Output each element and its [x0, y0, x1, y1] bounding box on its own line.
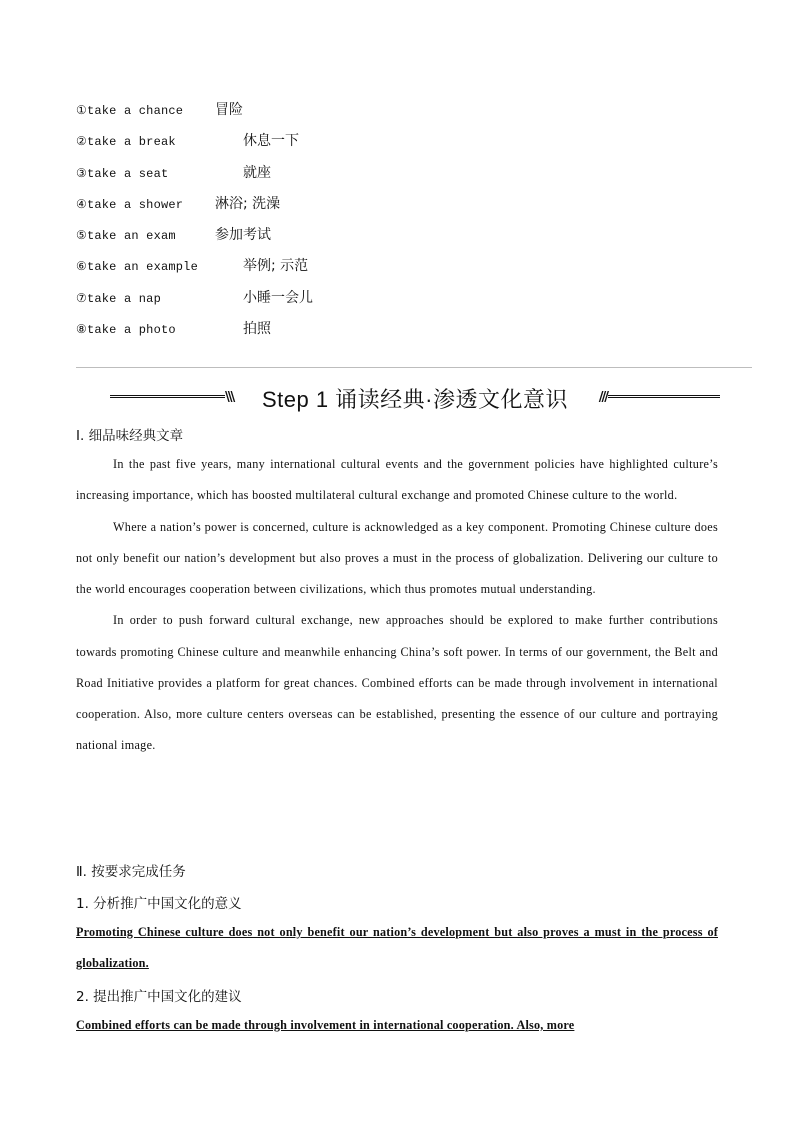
phrase-item [76, 287, 313, 318]
phrase-item [76, 318, 271, 349]
phrase-item [76, 162, 271, 193]
phrase-item [76, 99, 243, 130]
article-paragraph: In the past five years, many international cultural events and the government policies have highlighted culture’s increasing importance, which has boosted multilateral cultural exchange and promoted Chinese culture to the world. [76, 457, 718, 503]
step-banner [110, 382, 720, 416]
banner-title: Step 1 诵读经典·渗透文化意识 [261, 387, 569, 412]
phrase-chinese: 淋浴; 洗澡 [215, 195, 281, 212]
phrase-english: ⑧take a photo [76, 323, 176, 338]
task-2-label: 2. 提出推广中国文化的建议 [76, 989, 242, 1005]
phrase-english: ④take a shower [76, 197, 184, 212]
phrase-item [76, 224, 271, 255]
phrase-item [76, 130, 299, 161]
phrase-item [76, 255, 309, 286]
article-paragraph: Where a nation’s power is concerned, culture is acknowledged as a key component. Promoting Chinese culture does not only benefit our nation’s development but also proves a must in the process of globalization. Delivering our culture to the world encourages cooperation between civilizations, which thus promotes mutual understanding. [76, 519, 718, 596]
task-1-label: 1. 分析推广中国文化的意义 [76, 896, 242, 912]
phrase-list [76, 99, 313, 349]
article-paragraph: In order to push forward cultural exchange, new approaches should be explored to make further contributions towards promoting Chinese culture and meanwhile enhancing China’s soft power. In terms of our government, the Belt and Road Initiative provides a platform for great chances. Combined efforts can be made through involvement in international cooperation. Also, more culture centers overseas can be established, presenting the essence of our culture and portraying national image. [76, 613, 718, 753]
phrase-chinese: 拍照 [243, 321, 271, 338]
section-heading-tasks: Ⅱ. 按要求完成任务 [76, 864, 186, 880]
phrase-english: ②take a break [76, 135, 176, 150]
phrase-english: ①take a chance [76, 104, 184, 118]
phrase-item [76, 193, 281, 224]
section-divider [76, 367, 752, 368]
phrase-english: ⑤take an exam [76, 229, 176, 244]
banner-double-line-left [110, 395, 225, 398]
section-heading-reading: Ⅰ. 细品味经典文章 [76, 428, 184, 444]
task-1-answer: Promoting Chinese culture does not only benefit our nation’s development but also proves a must in the process of globalization. [76, 925, 718, 971]
banner-slashes-right: /// [598, 390, 607, 405]
banner-slashes-left: \\\ [225, 390, 234, 405]
phrase-english: ⑥take an example [76, 260, 198, 275]
phrase-english: ③take a seat [76, 166, 169, 181]
phrase-chinese: 参加考试 [215, 227, 271, 244]
phrase-chinese: 举例; 示范 [243, 258, 309, 275]
phrase-chinese: 小睡一会儿 [243, 289, 313, 306]
phrase-chinese: 冒险 [215, 102, 243, 118]
phrase-chinese: 休息一下 [243, 133, 299, 150]
banner-double-line-right [608, 395, 720, 398]
task-2-answer: Combined efforts can be made through involvement in international cooperation. Also, more [76, 1018, 575, 1032]
phrase-chinese: 就座 [243, 164, 271, 181]
phrase-english: ⑦take a nap [76, 291, 161, 306]
article [76, 449, 718, 762]
